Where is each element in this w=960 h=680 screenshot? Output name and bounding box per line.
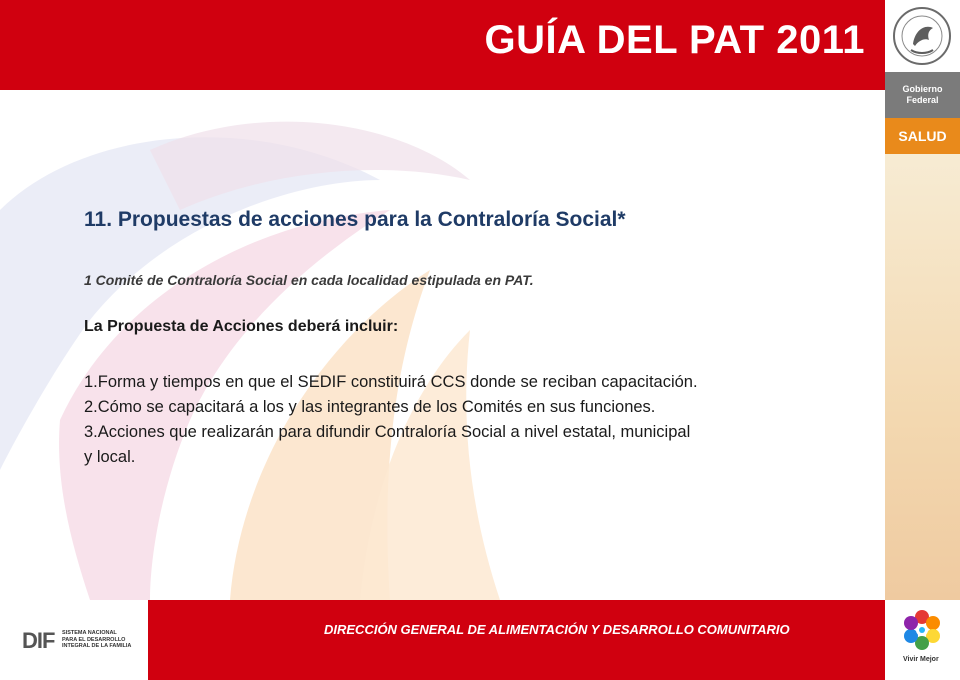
footer-banner-text: DIRECCIÓN GENERAL DE ALIMENTACIÓN Y DESARROLLO COMUNITARIO <box>324 622 790 637</box>
list-item: 1.Forma y tiempos en que el SEDIF constituirá CCS donde se reciban capacitación. <box>84 373 698 391</box>
list-item: y local. <box>84 448 136 466</box>
mexico-coat-of-arms-icon <box>885 0 960 72</box>
salud-logo: SALUD <box>885 118 960 154</box>
vivir-mejor-logo <box>885 600 960 680</box>
page-title: GUÍA DEL PAT 2011 <box>484 18 865 62</box>
list-item: 2.Cómo se capacitará a los y las integrantes de los Comités en sus funciones. <box>84 398 656 416</box>
action-list <box>84 370 884 470</box>
header-bar <box>0 0 885 90</box>
dif-line-1: SISTEMA NACIONAL <box>62 630 117 636</box>
background-swirls <box>0 90 885 600</box>
dif-line-3: INTEGRAL DE LA FAMILIA <box>62 643 132 649</box>
section-title: 11. Propuestas de acciones para la Contraloría Social* <box>84 208 626 231</box>
footer-banner <box>148 600 885 680</box>
gobierno-federal-logo <box>885 72 960 118</box>
dif-line-2: PARA EL DESARROLLO <box>62 636 126 643</box>
list-item: 3.Acciones que realizarán para difundir Contraloría Social a nivel estatal, municipal <box>84 423 691 441</box>
vivir-mejor-text: Vivir Mejor <box>903 656 939 663</box>
vivir-mejor-flower-icon <box>885 600 960 656</box>
sidebar-gradient <box>885 150 960 600</box>
gobierno-line-1: Gobierno <box>902 84 943 94</box>
gobierno-line-2: Federal <box>906 95 939 105</box>
dif-logo-text <box>62 630 131 650</box>
dif-logo: DIF <box>22 628 55 653</box>
section-subtitle: 1 Comité de Contraloría Social en cada localidad estipulada en PAT. <box>84 272 534 288</box>
right-sidebar <box>885 0 960 600</box>
intro-text: La Propuesta de Acciones deberá incluir: <box>84 318 399 335</box>
